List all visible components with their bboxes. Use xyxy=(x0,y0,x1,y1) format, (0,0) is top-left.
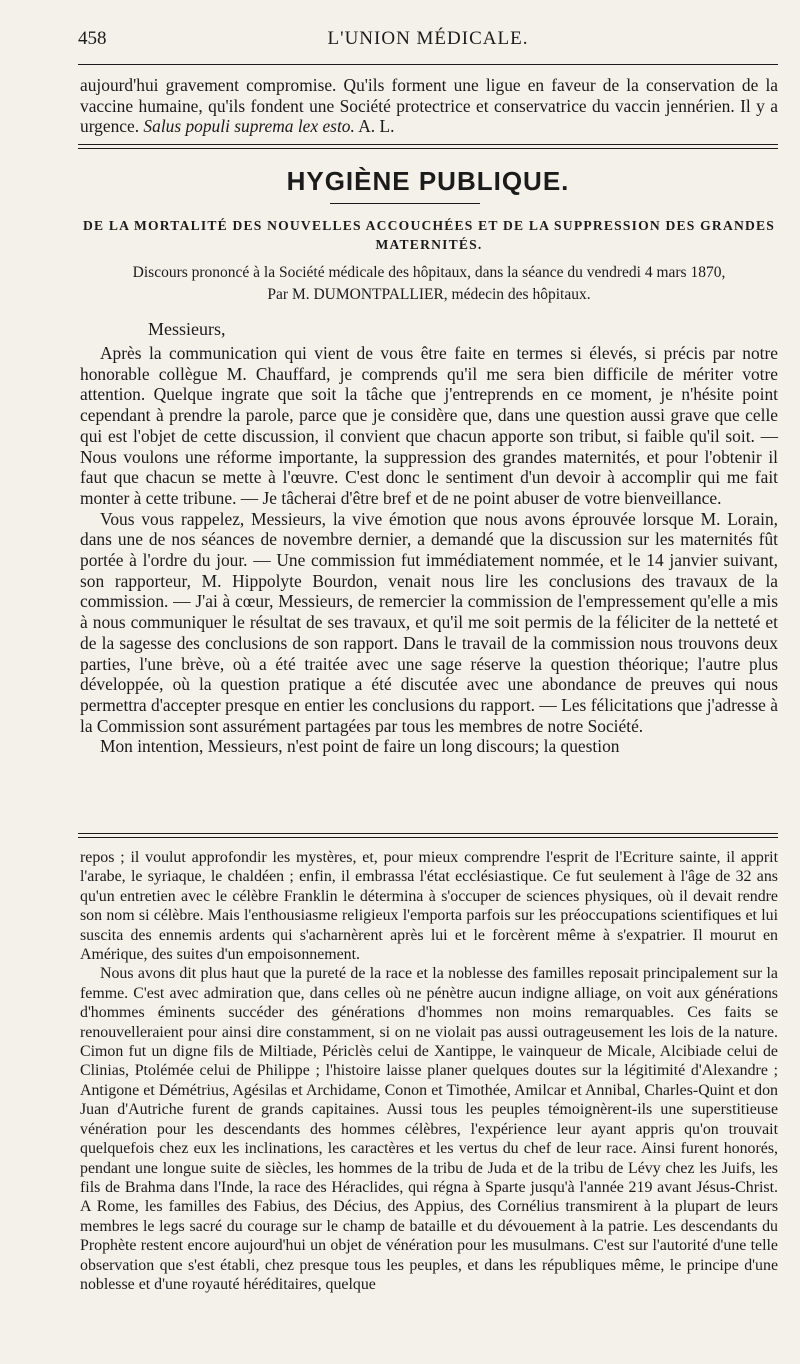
article-paragraph: Vous vous rappelez, Messieurs, la vive émotion que nous avons éprouvée lorsque M. Lorain, dans une de nos séances de novembre dernier, a demandé que la discussion sur les maternités fût portée à l'ordre du jour. — Une commission fut immédiatement nommée, et le 14 janvier suivant, son rapporteur, M. Hippolyte Bourdon, venait nous lire les conclusions des travaux de la commission. — J'ai à cœur, Messieurs, de remercier la commission de l'empressement qu'elle a mis à nous communiquer le résultat de ses travaux, et qu'il me soit permis de la féliciter de la netteté et de la sagesse des conclusions de son rapport. Dans le travail de la commission nous trouvons deux parties, l'une brève, où a été traitée avec une sage réserve la question théorique; l'autre plus développée, où la question pratique a été discutée avec une abondance de preuves qui nous permettra d'accepter presque en entier les conclusions du rapport. — Les félicitations que j'adresse à la Commission sont assurément partagées par tous les membres de notre Société. xyxy=(80,508,778,736)
header-rule xyxy=(78,64,778,65)
journal-title: L'UNION MÉDICALE. xyxy=(327,28,529,49)
feuilleton-paragraph: Nous avons dit plus haut que la pureté de la race et la noblesse des familles reposait principalement sur la femme. C'est avec admiration que, dans celles où ne pénètre aucun indigne alliage, on voit aux générations d'hommes éminents succéder des générations d'hommes non moins remarquables. Ces faits se renouvelleraient pour ainsi dire constamment, si on ne violait pas aussi outrageusement les lois de la nature. Cimon fut un digne fils de Miltiade, Périclès celui de Xantippe, le vainqueur de Micale, Alcibiade celui de Clinias, Ptolémée celui de Philippe ; l'histoire laisse planer quelques doutes sur la légitimité d'Alexandre ; Antigone et Démétrius, Agésilas et Archidame, Conon et Timothée, Amilcar et Annibal, Charles-Quint et don Juan d'Autriche furent de grands capitaines. Aussi tous les peuples témoignèrent-ils une superstitieuse vénération pour les descendants des hommes célèbres, l'expérience leur ayant appris qu'on trouvait quelquefois chez eux les inclinations, les caractères et les vertus du chef de leur race. Ainsi furent honorés, pendant une longue suite de siècles, les hommes de la tribu de Juda et de la tribu de Lévy chez les Juifs, les fils de Brahma dans l'Inde, la race des Héraclides, qui régna à Sparte jusqu'à l'année 219 avant Jésus-Christ. A Rome, les familles des Fabius, des Décius, des Appius, des Cornélius transmirent à la plupart de leurs membres le legs sacré du courage sur le champ de bataille et du dévouement à la patrie. Les descendants du Prophète restent encore aujourd'hui un objet de vénération pour les musulmans. C'est sur l'autorité d'une telle observation que s'est établi, chez presque tous les peuples, et dans les républiques même, le principe d'une noblesse et d'une royauté héréditaires, quelque xyxy=(80,965,778,1293)
article-paragraph: Après la communication qui vient de vous être faite en termes si élevés, si précis par notre honorable collègue M. Chauffard, je comprends qu'il me sera bien difficile de mériter votre attention. Quelque ingrate que soit la tâche que j'entreprends en ce moment, je n'hésite point cependant à prendre la parole, parce que je considère que, dans une question aussi grave que celle qui est l'objet de cette discussion, il convient que chacun apporte son tribut, si faible qu'il soit. — Nous voulons une réforme importante, la suppression des grandes maternités, et pour l'obtenir il faut que chacun se mette à l'œuvre. C'est donc le sentiment d'un devoir à accomplir qui me fait monter à cette tribune. — Je tâcherai d'être bref et de ne point abuser de votre bienveillance. xyxy=(80,343,778,508)
feuilleton-paragraph: repos ; il voulut approfondir les mystères, et, pour mieux comprendre l'esprit de l'Ecriture sainte, il apprit l'arabe, le syriaque, le chaldéen ; enfin, il embrassa l'état ecclésiastique. Ce fut seulement à l'âge de 32 ans qu'un entretien avec le célèbre Franklin le détermina à s'occuper de sciences physiques, où il devait rendre son nom si célèbre. Mais l'enthousiasme religieux l'emporta parfois sur les préoccupations scientifiques et lui suscita des ennemis ardents qui s'acharnèrent après lui et le forcèrent même à s'expatrier. Il mourut en Amérique, des suites d'un empoisonnement. xyxy=(80,849,778,964)
section-short-rule xyxy=(330,203,480,204)
article-paragraph: Mon intention, Messieurs, n'est point de faire un long discours; la question xyxy=(100,736,620,757)
article-body xyxy=(80,343,778,757)
page-number: 458 xyxy=(78,28,107,49)
subtitle-line-1: Discours prononcé à la Société médicale des hôpitaux, dans la séance du vendredi 4 mars 1870, xyxy=(132,264,726,281)
article-subtitle xyxy=(80,262,778,306)
subtitle-line-2: Par M. DUMONTPALLIER, médecin des hôpitaux. xyxy=(267,286,591,303)
feuilleton-text xyxy=(80,848,778,1294)
section-rule-top-thin xyxy=(78,148,778,149)
intro-signature: A. L. xyxy=(354,116,395,137)
intro-motto: Salus populi suprema lex esto. xyxy=(143,116,355,137)
section-title: HYGIÈNE PUBLIQUE. xyxy=(286,166,570,196)
article-title: DE LA MORTALITÉ DES NOUVELLES ACCOUCHÉES ET DE LA SUPPRESSION DES GRANDES MATERNITÉS. xyxy=(82,218,776,252)
intro-paragraph xyxy=(80,75,778,137)
section-rule-top xyxy=(78,144,778,145)
footnote-rule xyxy=(78,833,778,834)
intro-text xyxy=(80,75,778,137)
salutation: Messieurs, xyxy=(148,319,226,339)
page-header xyxy=(78,22,778,62)
intro-body: aujourd'hui gravement compromise. Qu'ils forment une ligue en faveur de la conservation de la vaccine humaine, qu'ils fondent une Société protectrice et conservatrice du vaccin jennérien. Il y a urgence. xyxy=(80,75,778,137)
footnote-rule-thin xyxy=(78,837,778,838)
